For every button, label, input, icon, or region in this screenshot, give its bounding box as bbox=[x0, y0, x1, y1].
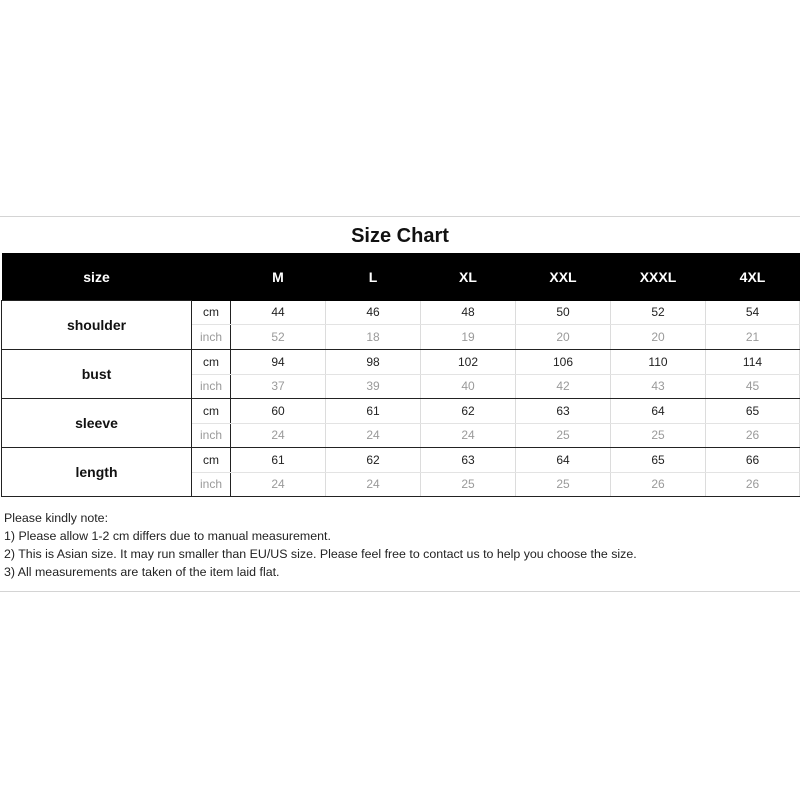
chart-title: Size Chart bbox=[351, 225, 449, 247]
table-cell: 25 bbox=[516, 423, 611, 448]
table-cell: 65 bbox=[706, 399, 800, 424]
unit-cm: cm bbox=[192, 350, 231, 375]
table-cell: 24 bbox=[421, 423, 516, 448]
table-cell: 26 bbox=[706, 472, 800, 497]
table-cell: 19 bbox=[421, 325, 516, 350]
measure-label-sleeve: sleeve bbox=[2, 399, 192, 448]
note-item: 2) This is Asian size. It may run smaller than EU/US size. Please feel free to contact us to help you choose the size. bbox=[4, 547, 637, 561]
size-column-header: L bbox=[326, 253, 421, 301]
table-cell: 20 bbox=[611, 325, 706, 350]
table-cell: 25 bbox=[421, 472, 516, 497]
table-cell: 62 bbox=[421, 399, 516, 424]
table-cell: 44 bbox=[231, 301, 326, 325]
table-cell: 114 bbox=[706, 350, 800, 375]
header-row bbox=[2, 253, 800, 301]
table-cell: 63 bbox=[516, 399, 611, 424]
table-cell: 24 bbox=[231, 423, 326, 448]
size-header: size bbox=[2, 253, 192, 301]
table-cell: 98 bbox=[326, 350, 421, 375]
measure-label-bust: bust bbox=[2, 350, 192, 399]
table-cell: 64 bbox=[516, 448, 611, 473]
notes-section bbox=[4, 509, 794, 581]
size-column-header: 4XL bbox=[706, 253, 800, 301]
table-cell: 66 bbox=[706, 448, 800, 473]
table-cell: 52 bbox=[231, 325, 326, 350]
table-row-bust-cm bbox=[2, 350, 800, 375]
table-cell: 64 bbox=[611, 399, 706, 424]
table-cell: 63 bbox=[421, 448, 516, 473]
table-cell: 18 bbox=[326, 325, 421, 350]
unit-cm: cm bbox=[192, 301, 231, 325]
note-item: 1) Please allow 1-2 cm differs due to manual measurement. bbox=[4, 529, 331, 543]
table-cell: 94 bbox=[231, 350, 326, 375]
table-cell: 61 bbox=[231, 448, 326, 473]
size-column-header: M bbox=[231, 253, 326, 301]
table-row-shoulder-cm bbox=[2, 301, 800, 325]
unit-inch: inch bbox=[192, 374, 231, 399]
table-cell: 40 bbox=[421, 374, 516, 399]
size-column-header: XXL bbox=[516, 253, 611, 301]
table-cell: 26 bbox=[611, 472, 706, 497]
unit-inch: inch bbox=[192, 472, 231, 497]
table-cell: 24 bbox=[326, 423, 421, 448]
size-column-header: XL bbox=[421, 253, 516, 301]
size-table bbox=[1, 253, 800, 497]
table-row-length-cm bbox=[2, 448, 800, 473]
unit-inch: inch bbox=[192, 325, 231, 350]
table-cell: 25 bbox=[516, 472, 611, 497]
measure-label-shoulder: shoulder bbox=[2, 301, 192, 350]
table-cell: 62 bbox=[326, 448, 421, 473]
table-cell: 20 bbox=[516, 325, 611, 350]
unit-header bbox=[192, 253, 231, 301]
table-cell: 65 bbox=[611, 448, 706, 473]
table-cell: 26 bbox=[706, 423, 800, 448]
notes-heading: Please kindly note: bbox=[4, 511, 109, 525]
table-cell: 45 bbox=[706, 374, 800, 399]
table-row-sleeve-cm bbox=[2, 399, 800, 424]
table-cell: 42 bbox=[516, 374, 611, 399]
table-cell: 21 bbox=[706, 325, 800, 350]
table-cell: 48 bbox=[421, 301, 516, 325]
note-item: 3) All measurements are taken of the item laid flat. bbox=[4, 565, 280, 579]
table-cell: 46 bbox=[326, 301, 421, 325]
table-cell: 24 bbox=[326, 472, 421, 497]
table-cell: 102 bbox=[421, 350, 516, 375]
table-cell: 61 bbox=[326, 399, 421, 424]
size-column-header: XXXL bbox=[611, 253, 706, 301]
table-cell: 110 bbox=[611, 350, 706, 375]
unit-cm: cm bbox=[192, 399, 231, 424]
table-cell: 24 bbox=[231, 472, 326, 497]
table-cell: 50 bbox=[516, 301, 611, 325]
table-cell: 43 bbox=[611, 374, 706, 399]
table-cell: 25 bbox=[611, 423, 706, 448]
measure-label-length: length bbox=[2, 448, 192, 497]
unit-inch: inch bbox=[192, 423, 231, 448]
table-cell: 60 bbox=[231, 399, 326, 424]
table-cell: 52 bbox=[611, 301, 706, 325]
table-cell: 106 bbox=[516, 350, 611, 375]
table-cell: 54 bbox=[706, 301, 800, 325]
unit-cm: cm bbox=[192, 448, 231, 473]
table-cell: 39 bbox=[326, 374, 421, 399]
table-cell: 37 bbox=[231, 374, 326, 399]
